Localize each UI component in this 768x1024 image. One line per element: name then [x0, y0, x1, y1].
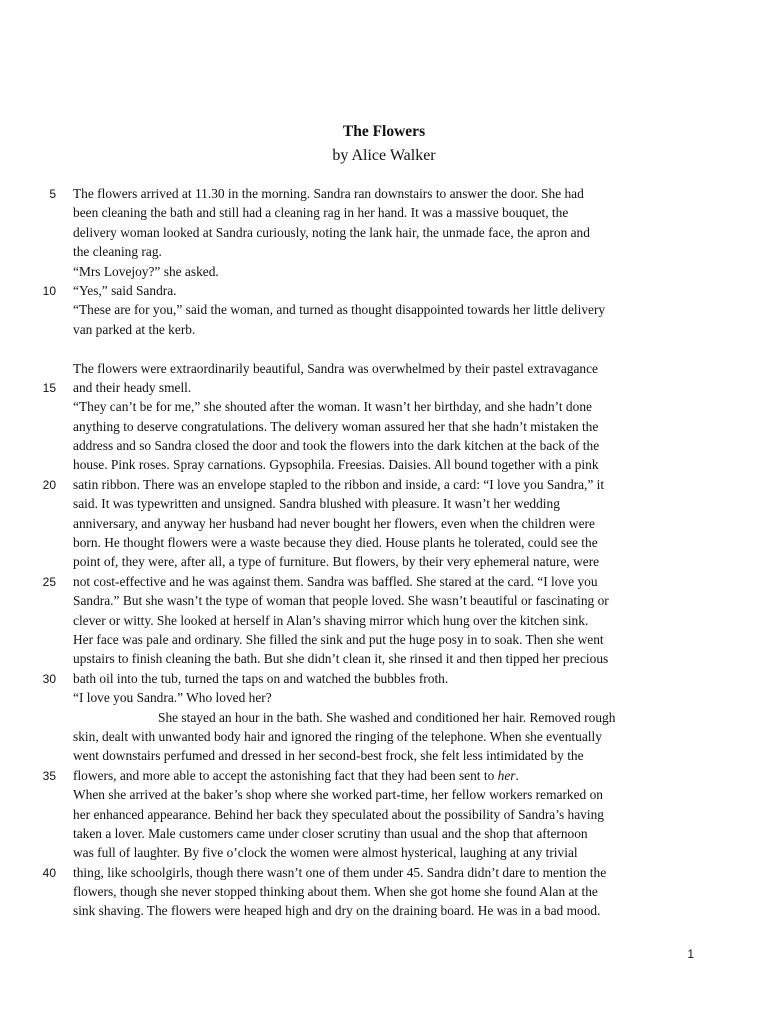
line-text [73, 185, 584, 203]
line-text [73, 282, 177, 300]
line-text [73, 902, 600, 920]
line-text-content: “Yes,” said Sandra. [73, 282, 177, 298]
line-text-tail: . [515, 767, 519, 783]
line-number: 25 [42, 574, 56, 589]
line-text [73, 747, 584, 765]
line-text-content: “These are for you,” said the woman, and turned as thought disappointed towards her little delivery [73, 302, 606, 318]
line-text-content: van parked at the kerb. [73, 321, 196, 337]
line-text-content: house. Pink roses. Spray carnations. Gypsophila. Freesias. Daisies. All bound together with a pink [73, 457, 599, 473]
line-text [73, 806, 604, 824]
text-line [0, 552, 768, 571]
line-text [73, 204, 568, 222]
line-text-content: satin ribbon. There was an envelope stapled to the ribbon and inside, a card: “I love you Sandra,” it [73, 476, 605, 492]
line-text [73, 825, 588, 843]
line-text-content: point of, they were, after all, a type of furniture. But flowers, by their very ephemeral nature, were [73, 554, 600, 570]
line-text-content: “Mrs Lovejoy?” she asked. [73, 263, 219, 279]
line-text [73, 515, 595, 533]
line-text [73, 786, 603, 804]
line-text-content: When she arrived at the baker’s shop where she worked part-time, her fellow workers remarked on [73, 787, 603, 803]
text-line [0, 824, 768, 843]
line-text-content: skin, dealt with unwanted body hair and ignored the ringing of the telephone. When she eventually [73, 728, 602, 744]
text-line [0, 669, 768, 688]
line-text [73, 398, 592, 416]
line-text [73, 301, 605, 319]
line-text [73, 476, 604, 494]
story-text [0, 184, 768, 921]
line-text [73, 437, 599, 455]
line-text [73, 321, 195, 339]
line-text-content: Her face was pale and ordinary. She filled the sink and put the huge posy in to soak. Then she went [73, 631, 604, 647]
text-line [0, 863, 768, 882]
text-line [0, 766, 768, 785]
line-text-content: thing, like schoolgirls, though there wasn’t one of them under 45. Sandra didn’t dare to mention the [73, 864, 607, 880]
text-line [0, 843, 768, 862]
line-text-content: been cleaning the bath and still had a cleaning rag in her hand. It was a massive bouquet, the [73, 205, 569, 221]
text-line [0, 901, 768, 920]
line-number: 40 [42, 865, 56, 880]
line-text-content: flowers, and more able to accept the astonishing fact that they had been sent to [73, 767, 498, 783]
line-text-content: clever or witty. She looked at herself in Alan’s shaving mirror which hung over the kitchen sink. [73, 612, 589, 628]
text-line [0, 378, 768, 397]
text-line [0, 417, 768, 436]
line-text-content: flowers, though she never stopped thinking about them. When she got home she found Alan at the [73, 884, 598, 900]
document-author: by Alice Walker [332, 147, 436, 164]
line-text-content: The flowers were extraordinarily beautiful, Sandra was overwhelmed by their pastel extravagance [73, 360, 598, 376]
line-text [73, 553, 599, 571]
line-text [73, 844, 578, 862]
text-line [0, 242, 768, 261]
text-line [0, 262, 768, 281]
page-number: 1 [687, 947, 694, 961]
paragraph-gap [0, 339, 768, 358]
line-text [73, 864, 606, 882]
line-text-content: The flowers arrived at 11.30 in the morning. Sandra ran downstairs to answer the door. She had [73, 186, 584, 201]
line-text [73, 534, 598, 552]
emphasis-text: her [497, 767, 516, 783]
line-text [73, 379, 191, 397]
line-text-content: the cleaning rag. [73, 244, 162, 260]
line-text-content: said. It was typewritten and unsigned. Sandra blushed with pleasure. It wasn’t her wedding [73, 496, 560, 512]
text-line [0, 455, 768, 474]
line-text [73, 631, 604, 649]
text-line [0, 475, 768, 494]
line-text-content: born. He thought flowers were a waste because they died. House plants he tolerated, could see the [73, 535, 598, 551]
line-text [73, 418, 598, 436]
line-text-content: address and so Sandra closed the door and took the flowers into the dark kitchen at the back of the [73, 438, 600, 454]
line-number: 20 [42, 477, 56, 492]
text-line [0, 727, 768, 746]
line-text-content: delivery woman looked at Sandra curiously, noting the lank hair, the unmade face, the apron and [73, 224, 590, 240]
text-line [0, 630, 768, 649]
line-text-content: taken a lover. Male customers came under closer scrutiny than usual and the shop that afternoon [73, 825, 588, 841]
text-line [0, 746, 768, 765]
line-text-content: sink shaving. The flowers were heaped high and dry on the draining board. He was in a bad mood. [73, 903, 601, 919]
text-line [0, 223, 768, 242]
text-line [0, 359, 768, 378]
text-line [0, 572, 768, 591]
text-line [0, 591, 768, 610]
text-line [0, 281, 768, 300]
line-text-content: anything to deserve congratulations. The delivery woman assured her that she hadn’t mistaken the [73, 418, 599, 434]
line-text-content: She stayed an hour in the bath. She washed and conditioned her hair. Removed rough [158, 709, 616, 725]
line-text [73, 592, 609, 610]
line-text [73, 883, 598, 901]
line-text-content: upstairs to finish cleaning the bath. But she didn’t clean it, she rinsed it and then tipped her precious [73, 651, 609, 667]
line-number: 35 [42, 768, 56, 783]
line-number: 5 [49, 187, 56, 201]
line-text-content: her enhanced appearance. Behind her back they speculated about the possibility of Sandra’s having [73, 806, 604, 822]
line-text [73, 243, 162, 261]
text-line [0, 649, 768, 668]
text-line [0, 184, 768, 203]
text-line [0, 611, 768, 630]
line-text-content: Sandra.” But she wasn’t the type of woman that people loved. She wasn’t beautiful or fascinating or [73, 593, 609, 609]
text-line [0, 785, 768, 804]
line-text [73, 650, 608, 668]
line-text-content: “They can’t be for me,” she shouted after the woman. It wasn’t her birthday, and she hadn’t done [73, 399, 592, 415]
line-text [73, 612, 588, 630]
line-text-content: anniversary, and anyway her husband had never bought her flowers, even when the children were [73, 515, 595, 531]
text-line [0, 688, 768, 707]
line-text [73, 360, 598, 378]
line-text [73, 456, 599, 474]
line-number: 15 [42, 380, 56, 395]
document-title: The Flowers [342, 123, 426, 140]
text-line [0, 882, 768, 901]
text-line [0, 300, 768, 319]
line-text [73, 767, 519, 785]
line-text [73, 728, 602, 746]
text-line [0, 805, 768, 824]
line-text-content: bath oil into the tub, turned the taps on and watched the bubbles froth. [73, 670, 449, 686]
line-text [73, 689, 272, 707]
line-text [158, 709, 615, 727]
text-line [0, 533, 768, 552]
text-line [0, 397, 768, 416]
line-text-content: “I love you Sandra.” Who loved her? [73, 690, 272, 706]
line-number: 10 [42, 283, 56, 298]
line-text-content: was full of laughter. By five o’clock the women were almost hysterical, laughing at any trivial [73, 845, 578, 861]
text-line [0, 708, 768, 727]
line-text-content: went downstairs perfumed and dressed in her second-best frock, she felt less intimidated by the [73, 748, 584, 764]
line-number: 30 [42, 671, 56, 686]
text-line [0, 494, 768, 513]
line-text-content: and their heady smell. [73, 379, 192, 395]
line-text [73, 670, 448, 688]
line-text [73, 573, 598, 591]
line-text [73, 263, 219, 281]
text-line [0, 436, 768, 455]
text-line [0, 203, 768, 222]
text-line [0, 514, 768, 533]
text-line [0, 320, 768, 339]
line-text [73, 224, 590, 242]
line-text-content: not cost-effective and he was against them. Sandra was baffled. She stared at the card. “I love you [73, 573, 598, 589]
line-text [73, 495, 560, 513]
